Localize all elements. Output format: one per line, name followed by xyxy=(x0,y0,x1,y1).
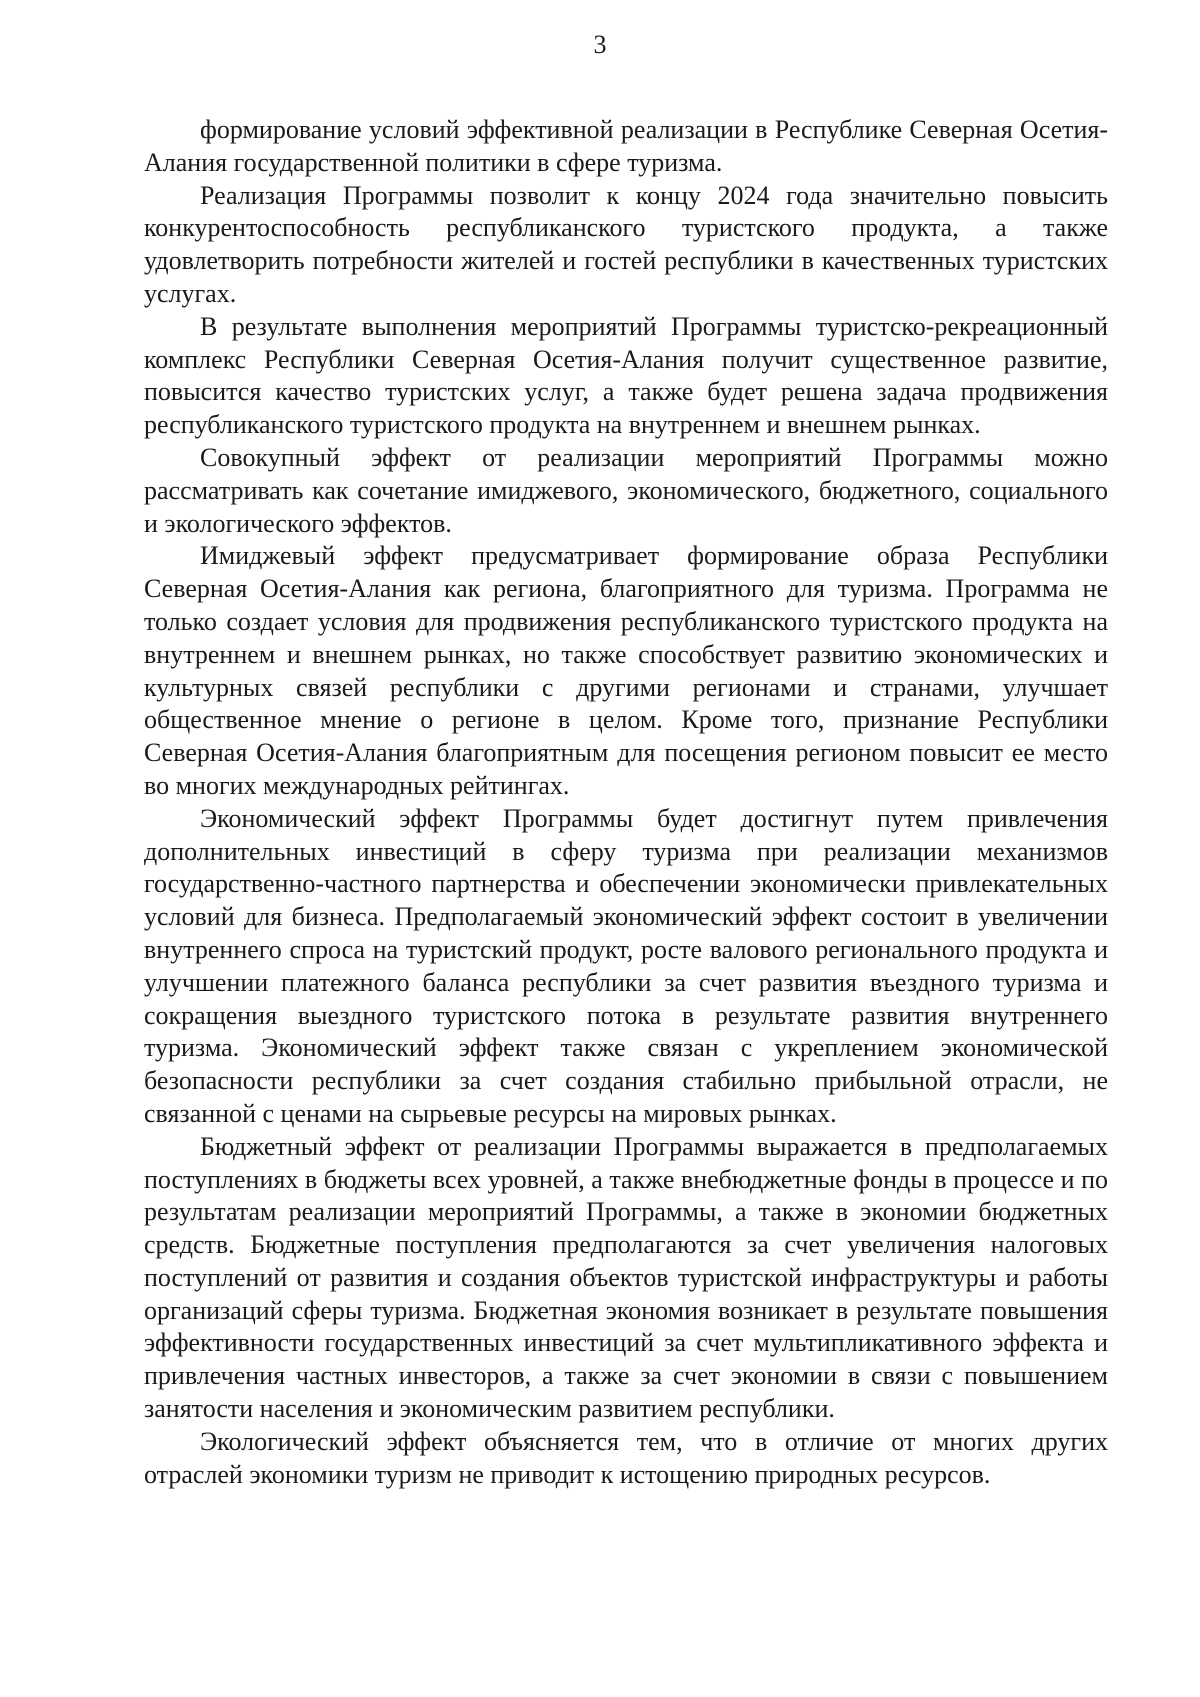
document-body xyxy=(144,114,1108,1491)
paragraph-budget-effect: Бюджетный эффект от реализации Программы выражается в предполагаемых поступлениях в бюджеты всех уровней, а также внебюджетные фонды в процессе и по результатам реализации мероприятий Программы, а также в экономии бюджетных средств. Бюджетные поступления предполагаются за счет увеличения налоговых поступлений от развития и создания объектов туристской инфраструктуры и работы организаций сферы туризма. Бюджетная экономия возникает в результате повышения эффективности государственных инвестиций за счет мультипликативного эффекта и привлечения частных инвесторов, а также за счет экономии в связи с повышением занятости населения и экономическим развитием республики. xyxy=(144,1131,1108,1424)
paragraph-results: В результате выполнения мероприятий Программы туристско-рекреационный комплекс Республики Северная Осетия-Алания получит существенное развитие, повысится качество туристских услуг, а также будет решена задача продвижения республиканского туристского продукта на внутреннем и внешнем рынках. xyxy=(144,311,1108,440)
paragraph-economic-effect: Экономический эффект Программы будет достигнут путем привлечения дополнительных инвестиций в сферу туризма при реализации механизмов государственно-частного партнерства и обеспечении экономически привлекательных условий для бизнеса. Предполагаемый экономический эффект состоит в увеличении внутреннего спроса на туристский продукт, росте валового регионального продукта и улучшении платежного баланса республики за счет развития въездного туризма и сокращения выездного туристского потока в результате развития внутреннего туризма. Экономический эффект также связан с укреплением экономической безопасности республики за счет создания стабильно прибыльной отрасли, не связанной с ценами на сырьевые ресурсы на мировых рынках. xyxy=(144,803,1108,1128)
paragraph-cumulative-effect: Совокупный эффект от реализации мероприятий Программы можно рассматривать как сочетание имиджевого, экономического, бюджетного, социального и экологического эффектов. xyxy=(144,442,1108,538)
paragraph-program-implementation: Реализация Программы позволит к концу 2024 года значительно повысить конкурентоспособность республиканского туристского продукта, а также удовлетворить потребности жителей и гостей республики в качественных туристских услугах. xyxy=(144,180,1108,308)
paragraph-ecological-effect: Экологический эффект объясняется тем, что в отличие от многих других отраслей экономики туризм не приводит к истощению природных ресурсов. xyxy=(144,1426,1108,1489)
paragraph-image-effect: Имиджевый эффект предусматривает формирование образа Республики Северная Осетия-Алания как региона, благоприятного для туризма. Программа не только создает условия для продвижения республиканского туристского продукта на внутреннем и внешнем рынках, но также способствует развитию экономических и культурных связей республики с другими регионами и странами, улучшает общественное мнение о регионе в целом. Кроме того, признание Республики Северная Осетия-Алания благоприятным для посещения регионом повысит ее место во многих международных рейтингах. xyxy=(144,541,1108,800)
paragraph-continuation: формирование условий эффективной реализации в Республике Северная Осетия-Алания государственной политики в сфере туризма. xyxy=(144,115,1108,177)
page-number: 3 xyxy=(593,30,607,59)
